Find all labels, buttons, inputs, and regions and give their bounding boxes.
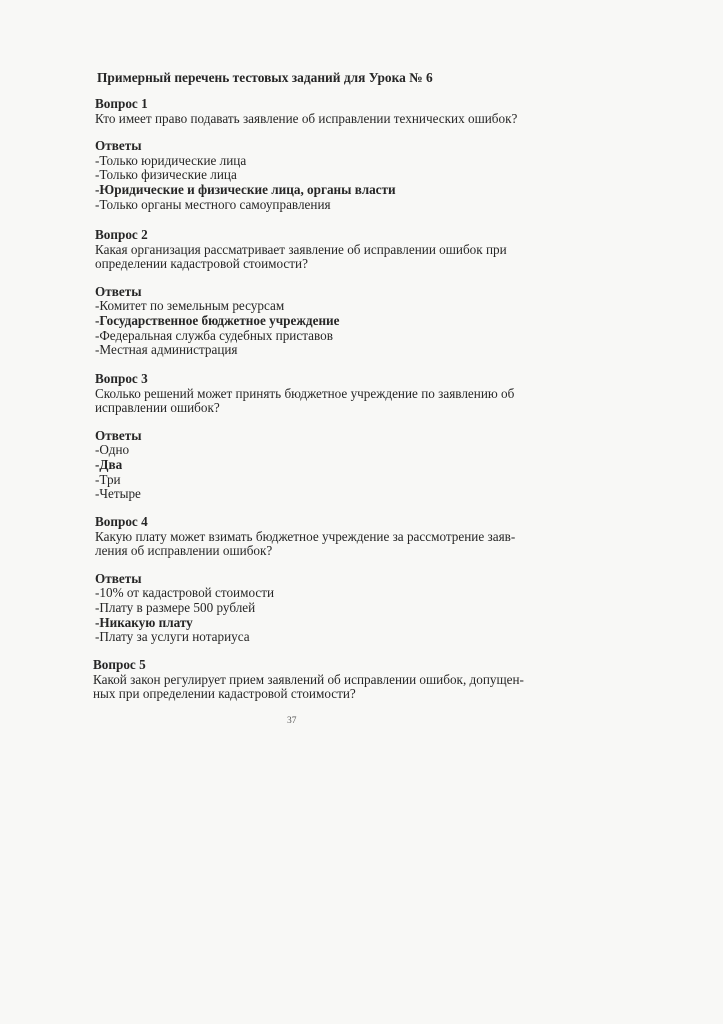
question-text: Сколько решений может принять бюджетное учреждение по заявлению об xyxy=(95,385,515,401)
question-heading: Вопрос 1 xyxy=(95,96,148,111)
answer-option: -Только физические лица xyxy=(95,167,237,183)
answer-option-correct: -Никакую плату xyxy=(95,614,193,630)
answer-option: -Комитет по земельным ресурсам xyxy=(95,298,285,314)
answer-option: -Федеральная служба судебных приставов xyxy=(95,327,333,343)
answer-option-correct: -Юридические и физические лица, органы власти xyxy=(95,181,396,197)
answers-heading: Ответы xyxy=(95,283,142,299)
answer-option: -Только юридические лица xyxy=(95,152,247,168)
answer-option: -Только органы местного самоуправления xyxy=(95,196,331,212)
answers-heading: Ответы xyxy=(95,138,142,154)
question-text: ных при определении кадастровой стоимости? xyxy=(93,686,356,702)
question-text: Кто имеет право подавать заявление об исправлении технических ошибок? xyxy=(95,110,518,126)
answers-heading: Ответы xyxy=(95,427,142,443)
answers-heading: Ответы xyxy=(95,570,142,586)
answer-option: -10% от кадастровой стоимости xyxy=(95,585,275,601)
answer-option: -Три xyxy=(95,471,121,487)
question-5 xyxy=(93,657,524,702)
question-4 xyxy=(95,514,516,645)
question-text: определении кадастровой стоимости? xyxy=(95,256,308,272)
answer-option-correct: -Государственное бюджетное учреждение xyxy=(95,312,340,328)
page-number: 37 xyxy=(287,716,297,726)
question-text: ления об исправлении ошибок? xyxy=(95,543,273,559)
answer-option: -Четыре xyxy=(95,486,141,502)
question-text: Какую плату может взимать бюджетное учреждение за рассмотрение заяв- xyxy=(95,528,516,544)
question-1 xyxy=(95,96,518,212)
answer-option: -Местная администрация xyxy=(95,342,238,358)
answer-option: -Одно xyxy=(95,442,130,458)
answer-option-correct: -Два xyxy=(95,456,123,472)
answer-option: -Плату в размере 500 рублей xyxy=(95,599,256,615)
question-2 xyxy=(95,228,505,358)
page-title: Примерный перечень тестовых заданий для Урока № 6 xyxy=(97,70,433,85)
question-text: исправлении ошибок? xyxy=(95,400,220,416)
question-heading: Вопрос 2 xyxy=(95,227,148,242)
question-heading: Вопрос 4 xyxy=(95,514,148,529)
question-text: Какой закон регулирует прием заявлений об исправлении ошибок, допущен- xyxy=(93,671,524,687)
question-text: Какая организация рассматривает заявление об исправлении ошибок при xyxy=(95,241,507,257)
question-3 xyxy=(95,371,515,502)
answer-option: -Плату за услуги нотариуса xyxy=(95,629,250,645)
question-heading: Вопрос 3 xyxy=(95,371,148,386)
question-heading: Вопрос 5 xyxy=(93,657,146,672)
